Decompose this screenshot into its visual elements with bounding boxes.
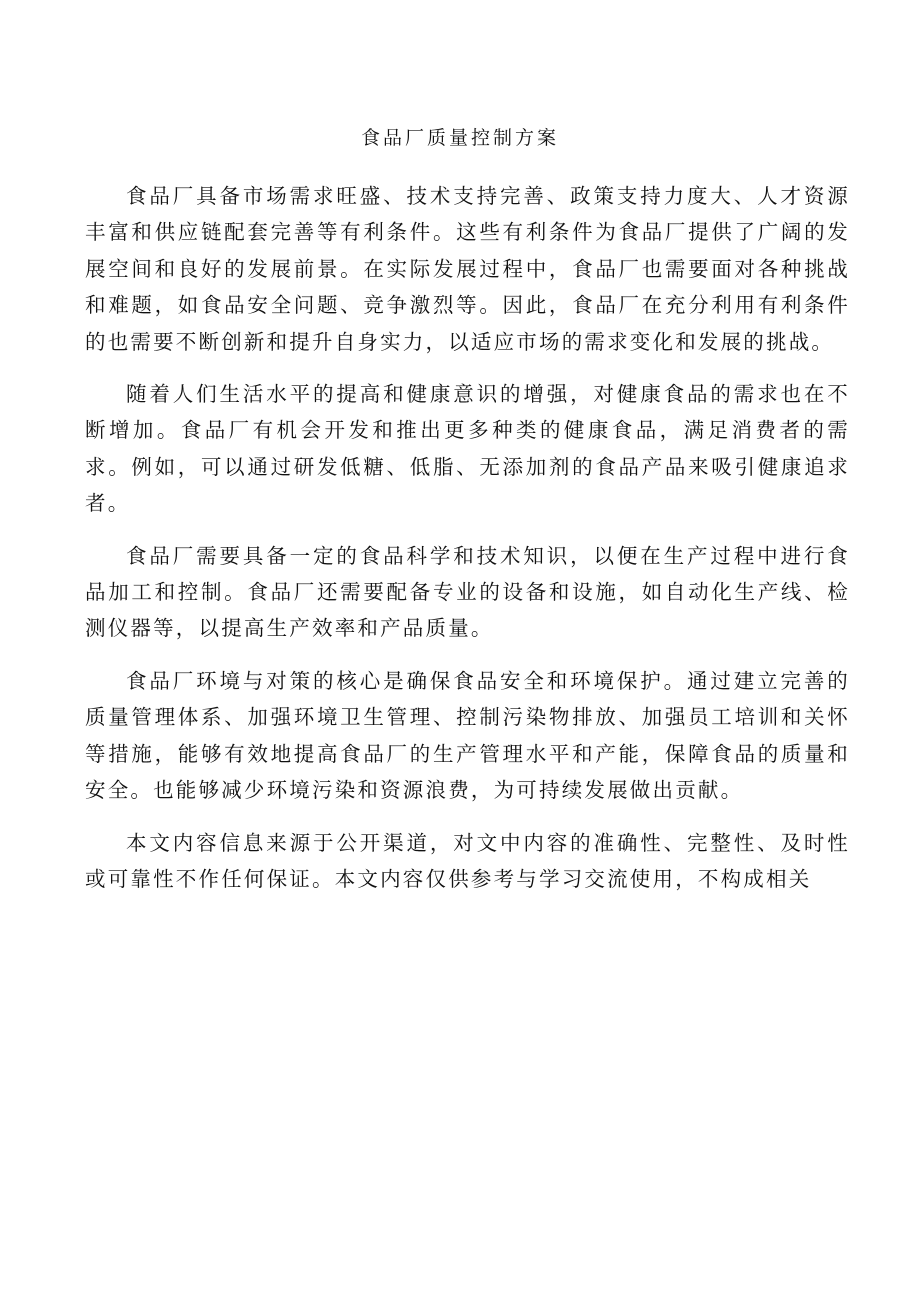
paragraph-environment: 食品厂环境与对策的核心是确保食品安全和环境保护。通过建立完善的质量管理体系、加强环境卫生管理、控制污染物排放、加强员工培训和关怀等措施，能够有效地提高食品厂的生产管理水平和产能，保障食品的质量和安全。也能够减少环境污染和资源浪费，为可持续发展做出贡献。	[85, 668, 850, 803]
paragraph-advantages: 食品厂具备市场需求旺盛、技术支持完善、政策支持力度大、人才资源丰富和供应链配套完善等有利条件。这些有利条件为食品厂提供了广阔的发展空间和良好的发展前景。在实际发展过程中，食品厂也需要面对各种挑战和难题，如食品安全问题、竞争激烈等。因此，食品厂在充分利用有利条件的也需要不断创新和提升自身实力，以适应市场的需求变化和发展的挑战。	[85, 184, 850, 354]
document-body	[85, 178, 850, 913]
paragraph-health-demand: 随着人们生活水平的提高和健康意识的增强，对健康食品的需求也在不断增加。食品厂有机会开发和推出更多种类的健康食品，满足消费者的需求。例如，可以通过研发低糖、低脂、无添加剂的食品产品来吸引健康追求者。	[85, 382, 850, 516]
document-title: 食品厂质量控制方案	[360, 127, 559, 149]
paragraph-technology: 食品厂需要具备一定的食品科学和技术知识，以便在生产过程中进行食品加工和控制。食品厂还需要配备专业的设备和设施，如自动化生产线、检测仪器等，以提高生产效率和产品质量。	[85, 543, 850, 641]
paragraph-disclaimer: 本文内容信息来源于公开渠道，对文中内容的准确性、完整性、及时性或可靠性不作任何保证。本文内容仅供参考与学习交流使用，不构成相关	[85, 830, 850, 891]
